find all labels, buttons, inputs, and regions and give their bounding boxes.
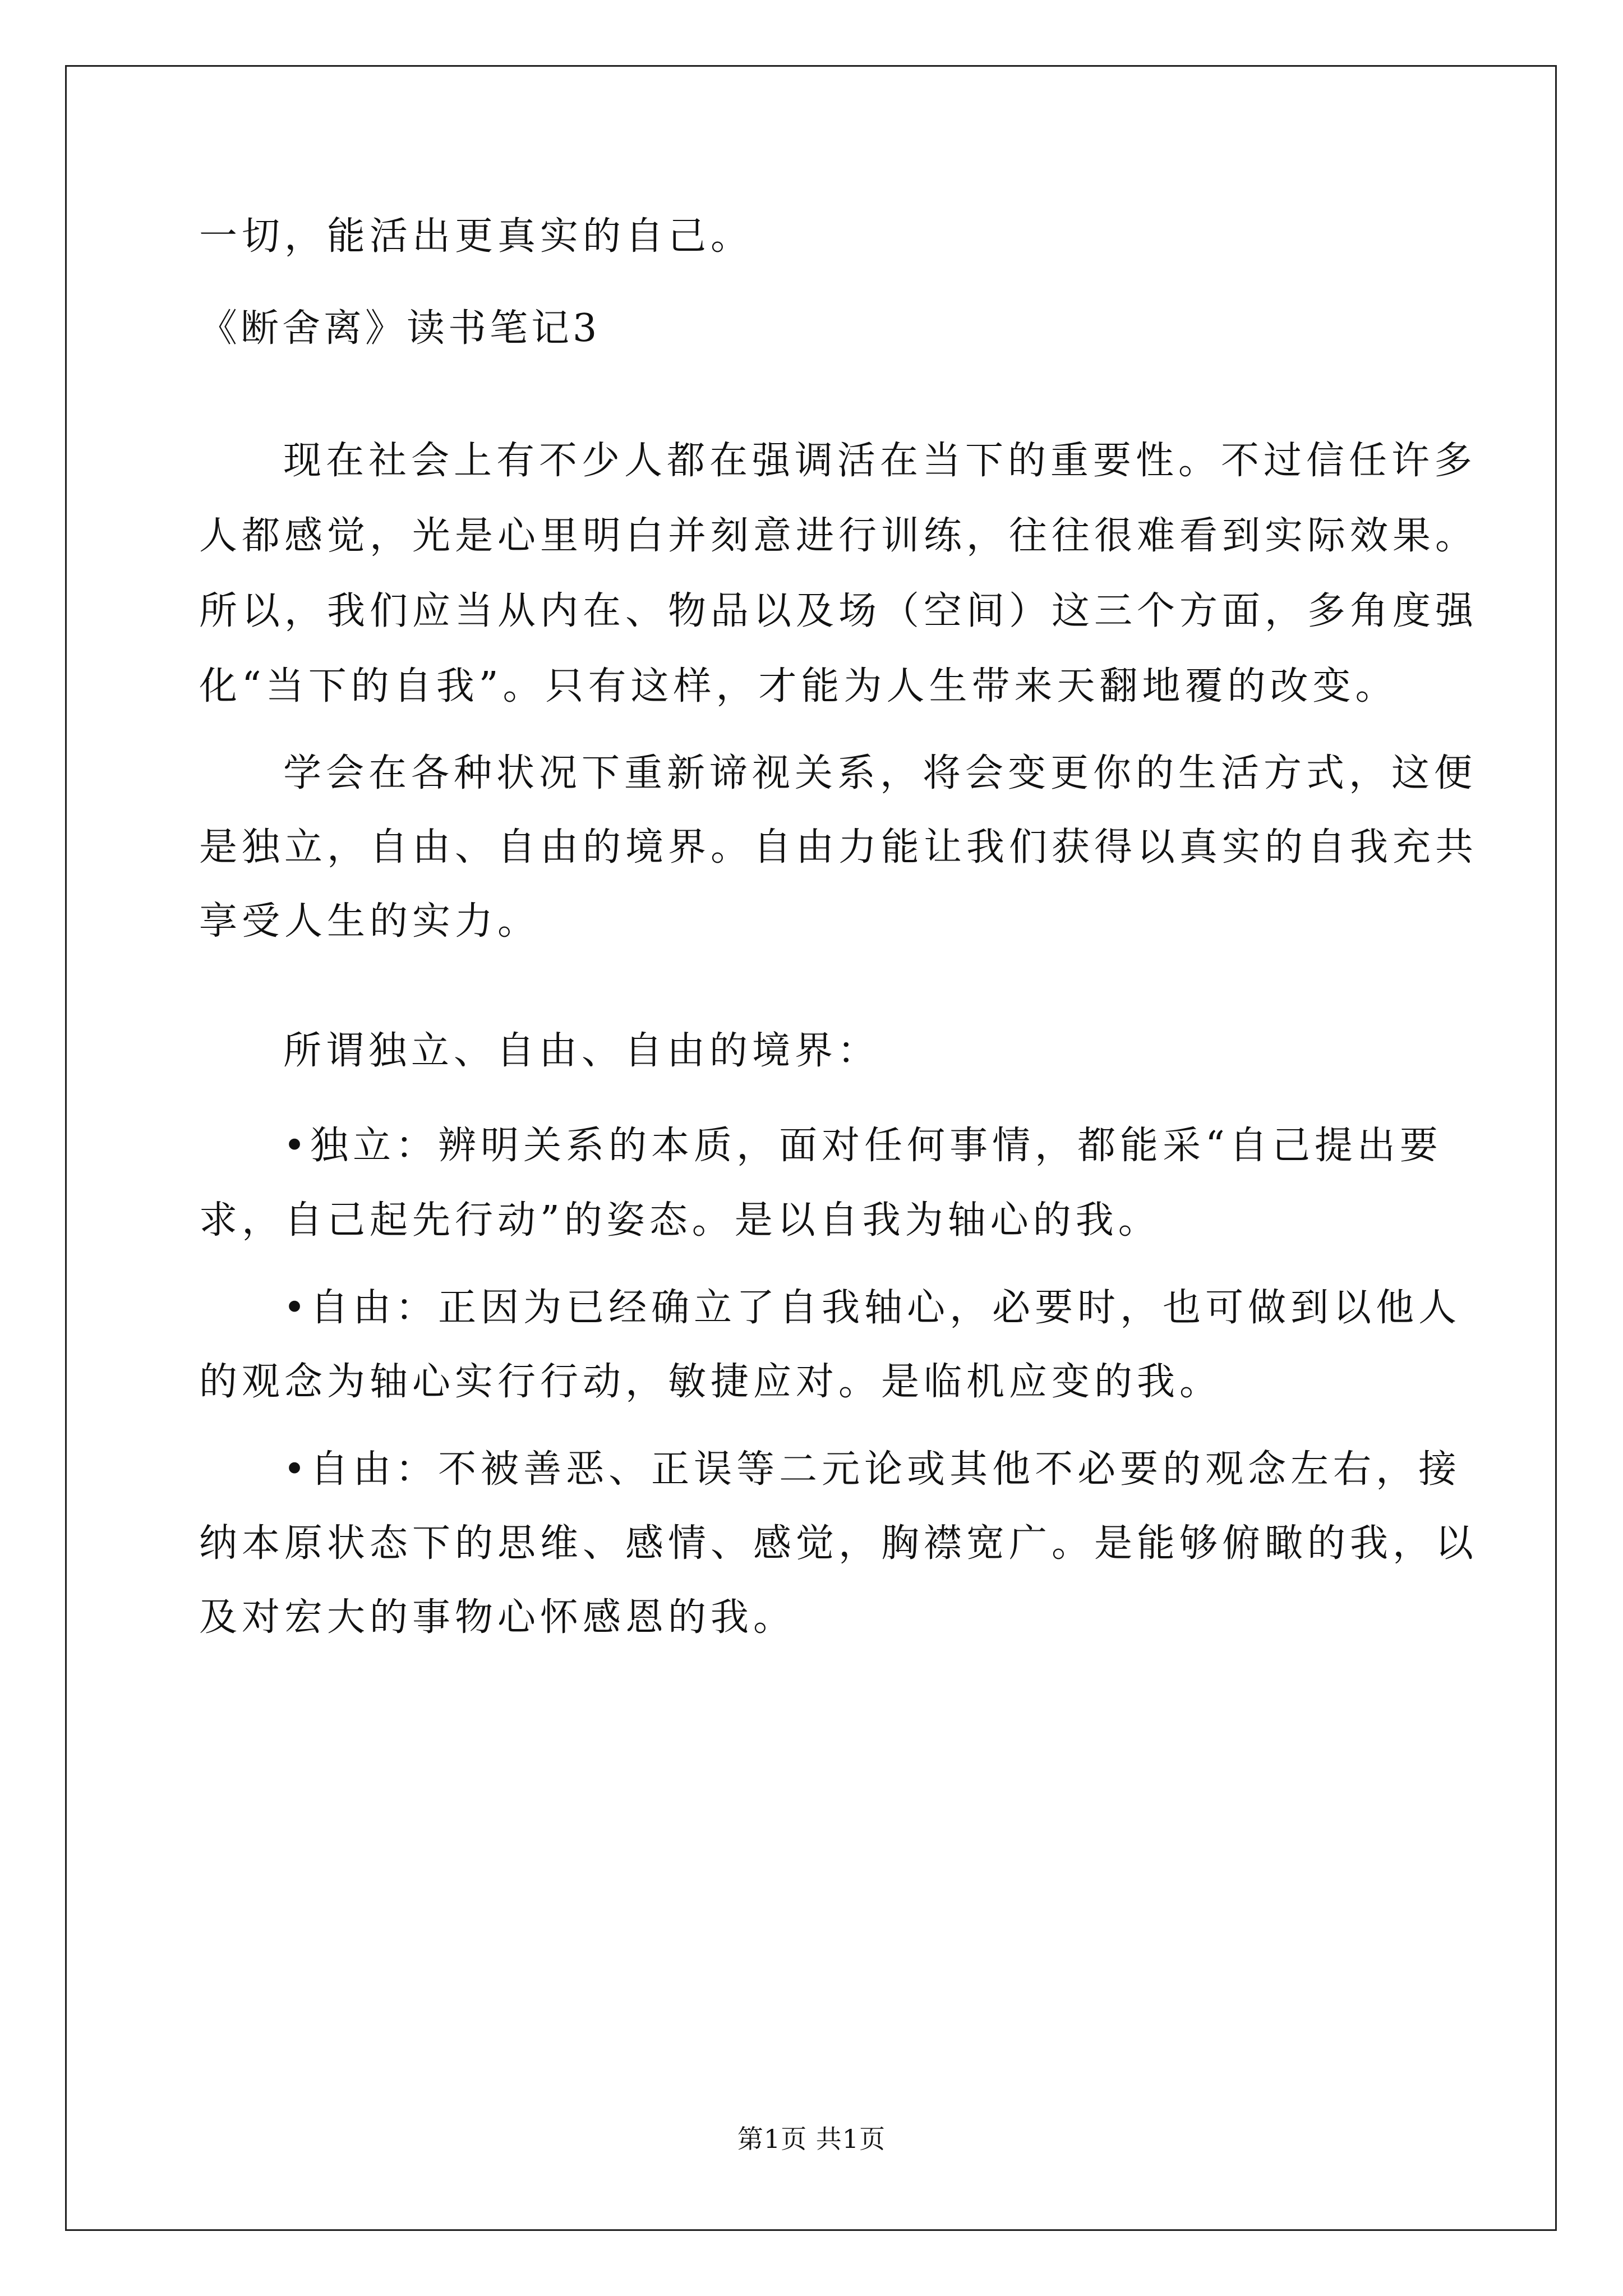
bullet-line: •自由：正因为已经确立了自我轴心，必要时，也可做到以他人 — [283, 1286, 1461, 1330]
page-footer: 第1页 共1页 — [737, 2124, 886, 2154]
bullet-line: 的观念为轴心实行行动，敏捷应对。是临机应变的我。 — [199, 1360, 1223, 1404]
paragraph-line: 享受人生的实力。 — [199, 899, 541, 944]
paragraph-line: 人都感觉，光是心里明白并刻意进行训练，往往很难看到实际效果。 — [199, 514, 1478, 558]
paragraph-line: 所谓独立、自由、自由的境界： — [283, 1029, 880, 1073]
paragraph-line: 学会在各种状况下重新谛视关系，将会变更你的生活方式，这便 — [283, 751, 1477, 795]
bullet-line: 及对宏大的事物心怀感恩的我。 — [199, 1595, 796, 1640]
paragraph-line: 是独立，自由、自由的境界。自由力能让我们获得以真实的自我充共 — [199, 825, 1478, 869]
paragraph-line: 所以，我们应当从内在、物品以及场（空间）这三个方面，多角度强 — [199, 589, 1478, 633]
bullet-line: •独立：辨明关系的本质，面对任何事情，都能采“自己提出要 — [283, 1124, 1442, 1168]
bullet-line: •自由：不被善恶、正误等二元论或其他不必要的观念左右，接 — [283, 1447, 1461, 1492]
bullet-line: 求，自己起先行动”的姿态。是以自我为轴心的我。 — [199, 1198, 1161, 1243]
paragraph-line: 化“当下的自我”。只有这样，才能为人生带来天翻地覆的改变。 — [199, 664, 1398, 708]
text-line: 一切，能活出更真实的自己。 — [199, 214, 754, 259]
bullet-line: 纳本原状态下的思维、感情、感觉，胸襟宽广。是能够俯瞰的我，以 — [199, 1521, 1478, 1566]
paragraph-line: 现在社会上有不少人都在强调活在当下的重要性。不过信任许多 — [283, 439, 1477, 483]
section-heading: 《断舍离》读书笔记3 — [199, 306, 601, 351]
